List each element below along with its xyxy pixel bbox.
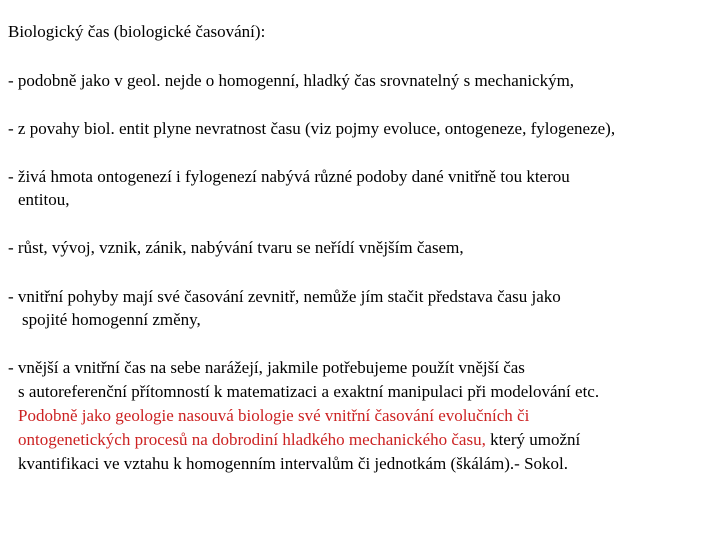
item-5-line-2: spojité homogenní změny, [22,310,201,329]
item-3-line-2: entitou, [18,190,70,209]
item-4-line-1: - růst, vývoj, vznik, zánik, nabývání tvaru se neřídí vnějším časem, [8,238,464,257]
page-title: Biologický čas (biologické časování): [8,22,266,41]
item-3-line-1: - živá hmota ontogenezí i fylogenezí nabývá různé podoby dané vnitřně tou kterou [8,167,570,186]
item-6-red-line-2: ontogenetických procesů na dobrodiní hladkého mechanického času, [18,430,486,449]
item-6-mixed-line [18,429,580,451]
item-6-final-line: kvantifikaci ve vztahu k homogenním intervalům či jednotkám (škálám).- Sokol. [18,454,569,473]
item-2-line-1: - z povahy biol. entit plyne nevratnost času (viz pojmy evoluce, ontogeneze, fylogeneze), [8,119,616,138]
item-6-line-1: - vnější a vnitřní čas na sebe narážejí, jakmile potřebujeme použít vnější čas [8,358,525,377]
item-6-line-2: s autoreferenční přítomností k matematizaci a exaktní manipulaci při modelování etc. [18,382,600,401]
item-6-continuation: který umožní [485,430,581,449]
item-5-line-1: - vnitřní pohyby mají své časování zevnitř, nemůže jím stačit představa času jako [8,287,561,306]
item-1-line-1: - podobně jako v geol. nejde o homogenní, hladký čas srovnatelný s mechanickým, [8,71,575,90]
item-6-red-line-1: Podobně jako geologie nasouvá biologie své vnitřní časování evolučních či [18,406,530,425]
